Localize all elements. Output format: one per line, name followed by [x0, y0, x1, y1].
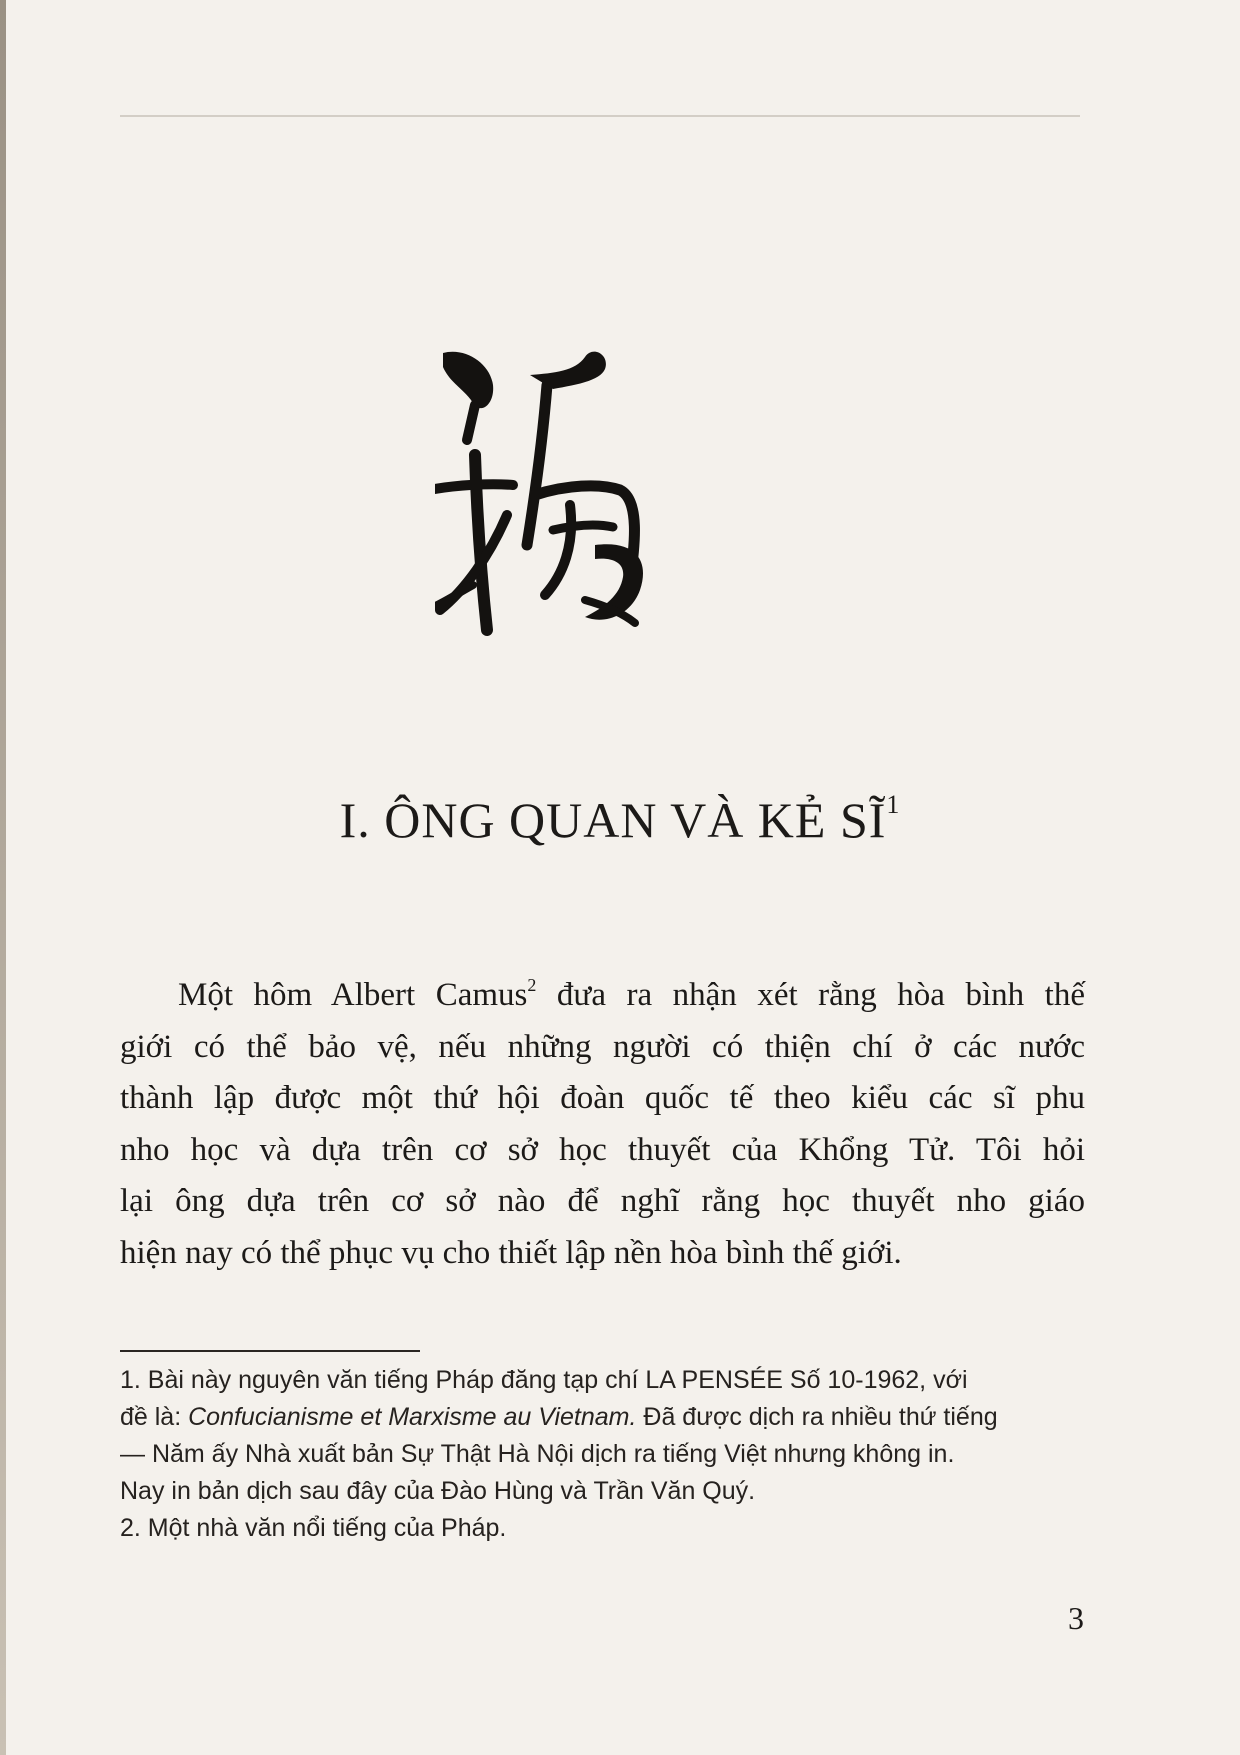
chapter-title-text: I. ÔNG QUAN VÀ KẺ SĨ	[339, 792, 887, 848]
chapter-title	[0, 790, 1240, 849]
body-line-1-part-a: Một hôm Albert Camus	[178, 977, 528, 1013]
page-edge	[0, 0, 6, 1755]
footnote-1-line-2-part-b: Đã được dịch ra nhiều thứ tiếng	[636, 1403, 998, 1431]
body-line-1	[120, 960, 1085, 1022]
chapter-title-footnote-marker: 1	[886, 790, 901, 819]
body-line-6: hiện nay có thể phục vụ cho thiết lập nền hòa bình thế giới.	[120, 1234, 902, 1271]
footnotes	[120, 1362, 1090, 1547]
page-number: 3	[1068, 1600, 1084, 1636]
footnote-1-line-3: — Năm ấy Nhà xuất bản Sự Thật Hà Nội dịch ra tiếng Việt nhưng không in.	[120, 1440, 955, 1468]
body-line-1-part-b: đưa ra nhận xét rằng hòa bình thế	[536, 977, 1085, 1013]
camus-footnote-marker: 2	[527, 975, 537, 995]
footnote-1-line-2	[120, 1399, 1090, 1436]
footnote-1-line-4: Nay in bản dịch sau đây của Đào Hùng và Trần Văn Quý.	[120, 1477, 756, 1505]
footnote-2: 2. Một nhà văn nổi tiếng của Pháp.	[120, 1514, 507, 1542]
show-through-header-rule	[120, 75, 1080, 117]
footnote-rule	[120, 1350, 420, 1352]
footnote-1-line-1: 1. Bài này nguyên văn tiếng Pháp đăng tạp chí LA PENSÉE Số 10-1962, với	[120, 1366, 968, 1394]
body-line-2: giới có thể bảo vệ, nếu những người có thiện chí ở các nước	[120, 1028, 1085, 1065]
body-line-4: nho học và dựa trên cơ sở học thuyết của Khổng Tử. Tôi hỏi	[120, 1131, 1085, 1168]
body-paragraph	[120, 960, 1085, 1279]
body-line-5: lại ông dựa trên cơ sở nào để nghĩ rằng học thuyết nho giáo	[120, 1183, 1085, 1219]
calligraphy-character	[435, 345, 725, 665]
footnote-1-line-2-part-a: đề là:	[120, 1403, 189, 1431]
footnote-1-article-title: Confucianisme et Marxisme au Vietnam.	[188, 1403, 637, 1431]
body-line-3: thành lập được một thứ hội đoàn quốc tế theo kiểu các sĩ phu	[120, 1080, 1085, 1116]
